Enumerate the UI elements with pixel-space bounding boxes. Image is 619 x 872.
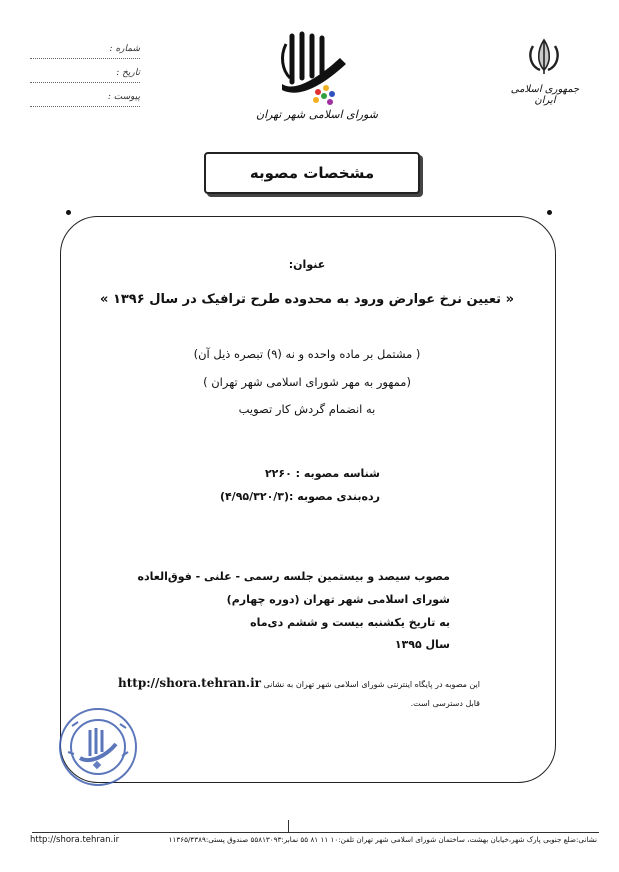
approval-line-4: سال ۱۳۹۵ xyxy=(394,638,450,651)
approval-line-2: شورای اسلامی شهر تهران (دوره چهارم) xyxy=(226,593,450,606)
council-stamp-icon xyxy=(50,706,146,788)
council-logo-icon xyxy=(276,26,352,110)
emblem-caption: جمهوری اسلامی ایران xyxy=(510,84,580,106)
resolution-id: شناسه مصوبه : ۲۲۶۰ xyxy=(264,467,380,480)
web-note-suffix: قابل دسترسی است. xyxy=(410,699,480,708)
meta-attachment-field xyxy=(30,92,140,107)
footer-address: نشانی:ضلع جنوبی پارک شهر،خیابان بهشت، ساختمان شورای اسلامی شهر تهران تلفن:۱۰ ۱۱ ۸۱ ۵۵ نمابر:۵۵۸۱۳۰۹۳ صندوق پستی:۱۱۳۶۵/۴۳۸۹ xyxy=(168,835,597,844)
corner-dot xyxy=(66,210,71,215)
footer-url-link[interactable]: http://shora.tehran.ir xyxy=(30,835,120,845)
resolution-class: رده‌بندی مصوبه :(۴/۹۵/۳۲۰/۳) xyxy=(219,490,380,503)
subject-label: عنوان: xyxy=(288,258,326,271)
meta-date-label: تاریخ : xyxy=(116,68,140,78)
meta-date-field xyxy=(30,68,140,83)
web-note-url-link[interactable]: http://shora.tehran.ir xyxy=(118,676,261,690)
meta-attachment-label: پیوست : xyxy=(107,92,140,102)
footer-divider xyxy=(32,832,599,833)
council-caption: شورای اسلامی شهر تهران xyxy=(256,108,378,121)
subject-line-2: (ممهور به مهر شورای اسلامی شهر تهران ) xyxy=(203,375,411,389)
approval-line-3: به تاریخ یکشنبه بیست و ششم دی‌ماه xyxy=(250,616,450,629)
doc-title: مشخصات مصوبه xyxy=(249,164,375,182)
subject-line-3: به انضمام گردش کار تصویب xyxy=(238,402,376,416)
footer-tick xyxy=(288,820,289,832)
meta-number-label: شماره : xyxy=(109,44,140,54)
subject-title: « تعیین نرخ عوارض ورود به محدوده طرح ترافیک در سال ۱۳۹۶ » xyxy=(100,292,514,307)
web-note-line xyxy=(118,676,480,690)
web-note-prefix: این مصوبه در پایگاه اینترنتی شورای اسلامی شهر تهران به نشانی xyxy=(263,680,480,689)
meta-number-field xyxy=(30,44,140,59)
subject-line-1: ( مشتمل بر ماده واحده و نه (۹) تبصره ذیل آن) xyxy=(193,347,421,361)
approval-line-1: مصوب سیصد و بیستمین جلسه رسمی - علنی - فوق‌العاده xyxy=(137,570,450,583)
doc-title-box xyxy=(204,152,420,194)
footer xyxy=(30,835,597,845)
iran-emblem-icon xyxy=(522,34,566,78)
corner-dot xyxy=(547,210,552,215)
